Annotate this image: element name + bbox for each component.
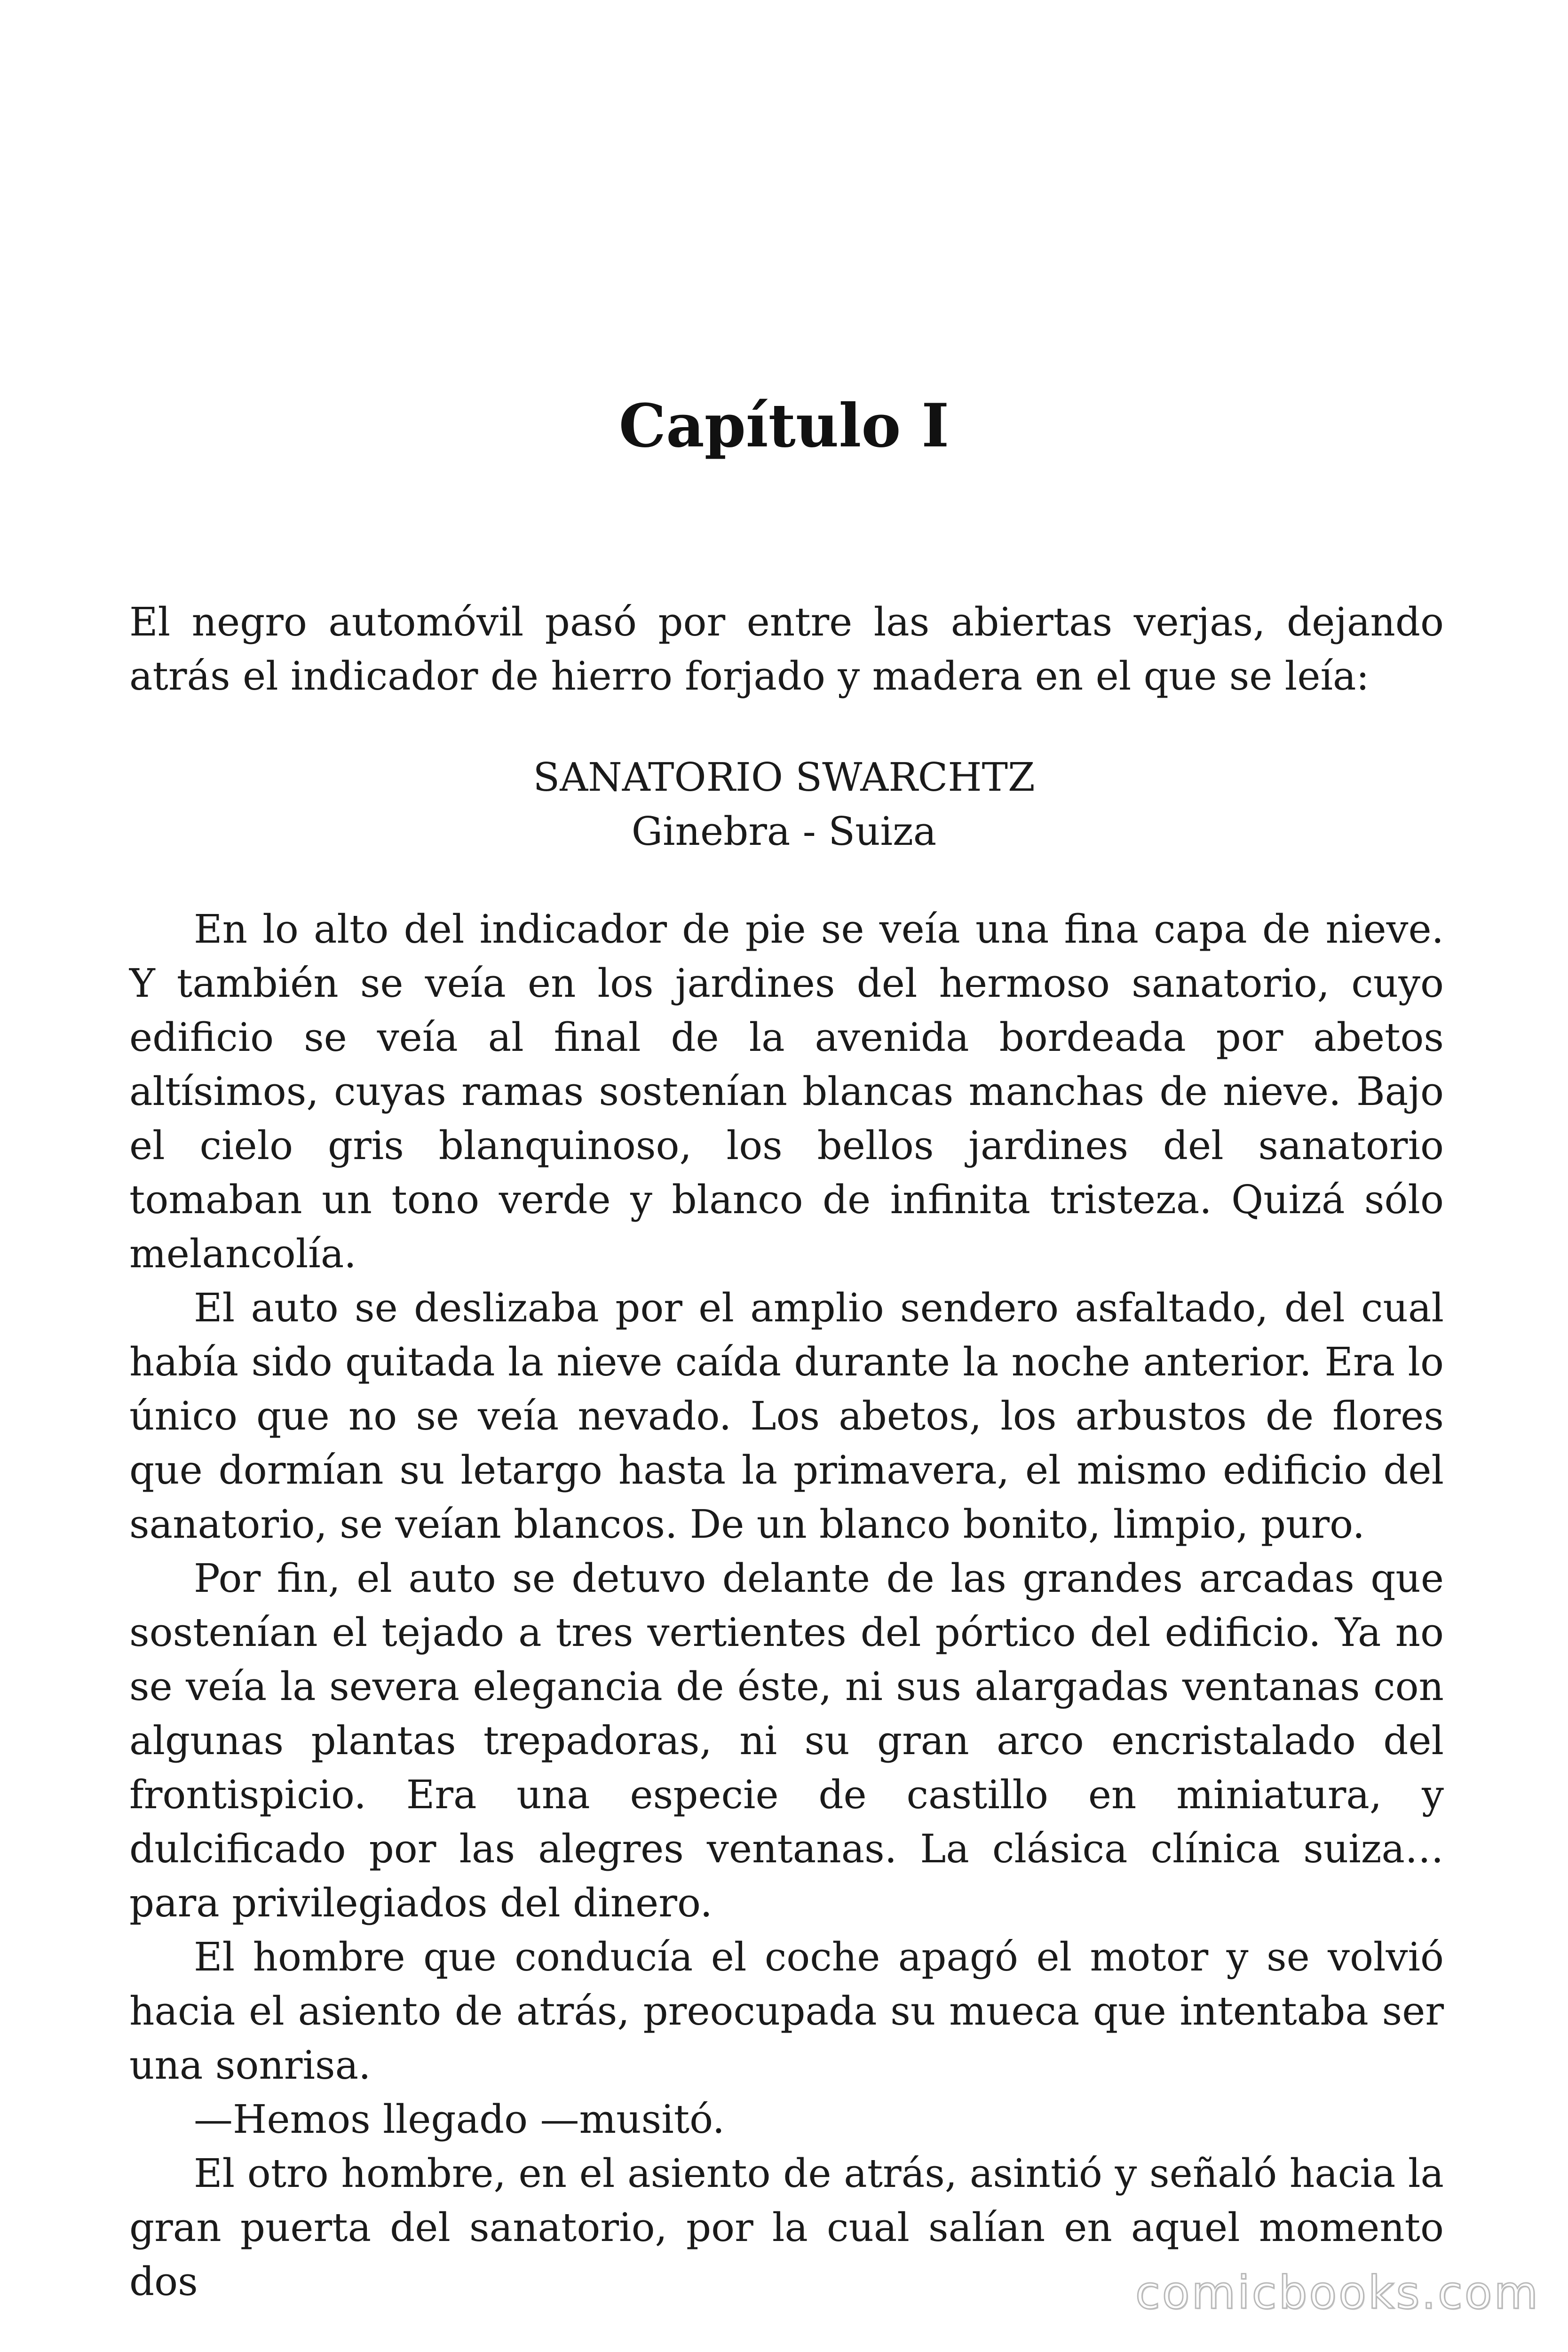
chapter-title: Capítulo I xyxy=(618,391,950,461)
intro-paragraph-block xyxy=(129,595,1444,703)
paragraph-2: El auto se deslizaba por el amplio sendero asfaltado, del cual había sido quitada la nieve caída durante la noche anterior. Era lo único que no se veía nevado. Los abetos, los arbustos de flores que dormían su letargo hasta la primavera, el mismo edificio del sanatorio, se veían blancos. De un blanco bonito, limpio, puro. xyxy=(129,1285,1444,1547)
sanatorium-sign xyxy=(0,750,1568,858)
watermark: comicbooks.com xyxy=(1135,2266,1540,2319)
paragraph-1: En lo alto del indicador de pie se veía una fina capa de nieve. Y también se veía en los jardines del hermoso sanatorio, cuyo edificio se veía al final de la avenida bordeada por abetos altísimos, cuyas ramas sostenían blancas manchas de nieve. Bajo el cielo gris blanquinoso, los bellos jardines del sanatorio tomaban un tono verde y blanco de infinita tristeza. Quizá sólo melancolía. xyxy=(129,906,1444,1277)
paragraph-5-dialogue: —Hemos llegado —musitó. xyxy=(194,2097,725,2142)
sign-location: Ginebra - Suiza xyxy=(631,809,937,854)
paragraph-6: El otro hombre, en el asiento de atrás, asintió y señaló hacia la gran puerta del sanatorio, por la cual salían en aquel momento dos xyxy=(129,2151,1444,2304)
paragraph-3: Por fin, el auto se detuvo delante de las grandes arcadas que sostenían el tejado a tres vertientes del pórtico del edificio. Ya no se veía la severa elegancia de éste, ni sus alargadas ventanas con algunas plantas trepadoras, ni su gran arco encristalado del frontispicio. Era una especie de castillo en miniatura, y dulcificado por las alegres ventanas. La clásica clínica suiza… para privilegiados del dinero. xyxy=(129,1556,1444,1926)
paragraph-4: El hombre que conducía el coche apagó el motor y se volvió hacia el asiento de atrás, preocupada su mueca que intentaba ser una sonrisa. xyxy=(129,1934,1444,2088)
intro-paragraph: El negro automóvil pasó por entre las abiertas verjas, dejando atrás el indicador de hierro forjado y madera en el que se leía: xyxy=(129,599,1444,699)
sign-name: SANATORIO SWARCHTZ xyxy=(533,755,1035,800)
body-text xyxy=(129,902,1444,2309)
